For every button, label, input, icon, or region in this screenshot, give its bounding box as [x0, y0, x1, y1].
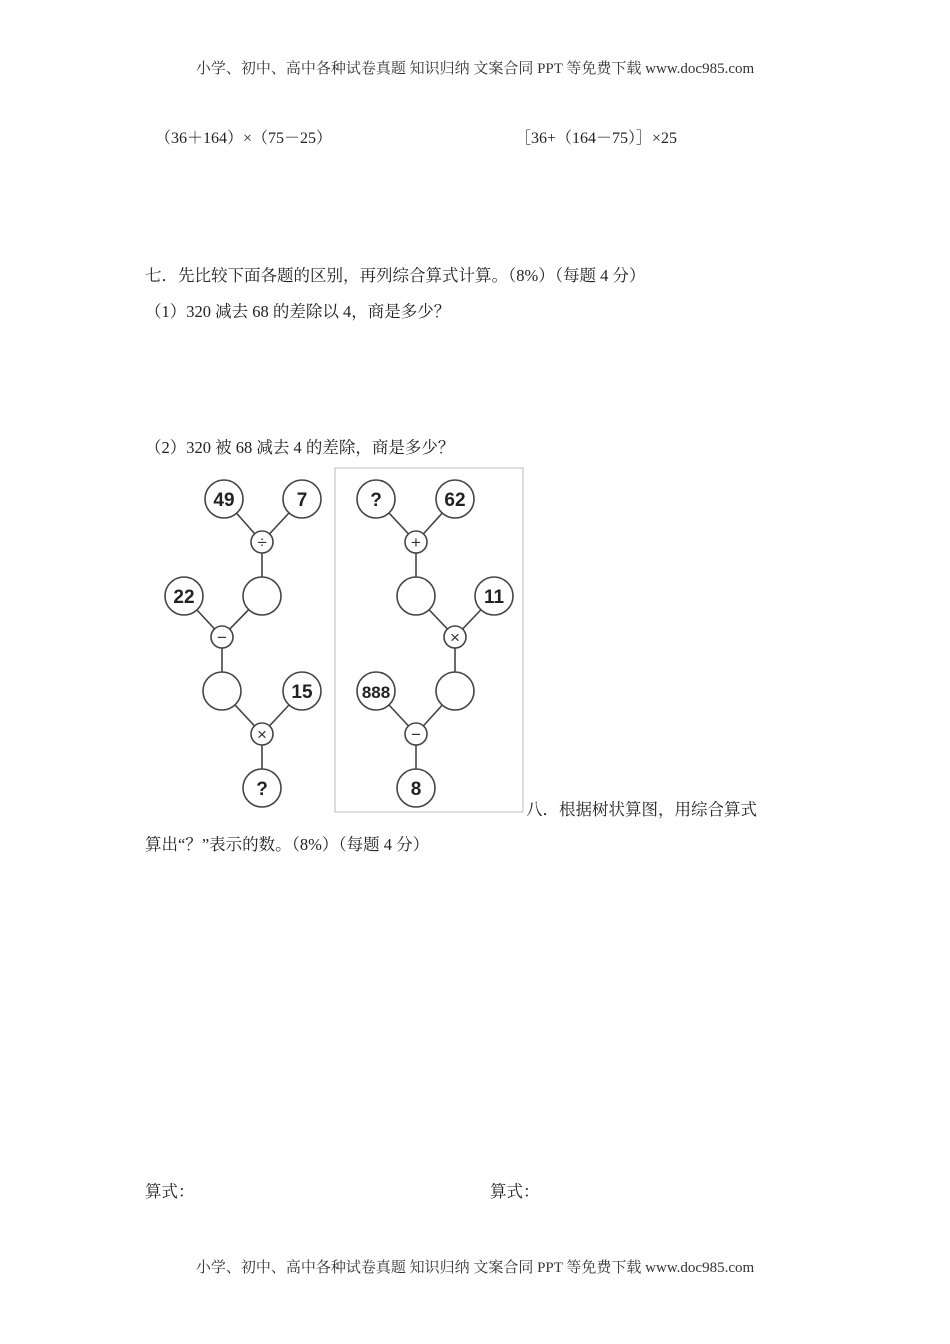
tree2-op1: + — [411, 533, 421, 552]
section7-question-1: （1）320 减去 68 的差除以 4，商是多少？ — [145, 302, 451, 321]
page-footer: 小学、初中、高中各种试卷真题 知识归纳 文案合同 PPT 等免费下载 www.doc985.com — [195, 1260, 755, 1276]
tree1-op2: − — [217, 628, 227, 647]
tree1-node-blank-2 — [203, 672, 241, 710]
section7-question-2: （2）320 被 68 减去 4 的差除，商是多少？ — [145, 438, 455, 457]
tree2-op2: × — [450, 628, 460, 647]
tree1-value-top-right: 7 — [296, 490, 308, 511]
answer-label-2: 算式： — [490, 1182, 540, 1201]
tree1-op3: × — [257, 725, 267, 744]
section8-title-part2: 算出“？”表示的数。（8%）（每题 4 分） — [145, 835, 430, 854]
expression-right: ［36+（164－75）］×25 — [515, 130, 678, 147]
tree-diagram-1 — [165, 480, 321, 807]
section8-title-part1: 八．根据树状算图，用综合算式 — [526, 800, 757, 819]
tree1-value-result: ? — [256, 779, 268, 800]
answer-label-1: 算式： — [145, 1182, 195, 1201]
tree2-value-result: 8 — [410, 779, 422, 800]
tree-diagram-2 — [357, 480, 513, 807]
tree2-node-blank-1 — [397, 577, 435, 615]
tree1-value-mid-left: 22 — [173, 587, 195, 608]
tree1-value-low-right: 15 — [291, 682, 313, 703]
tree2-value-low-left: 888 — [361, 683, 391, 702]
page-header: 小学、初中、高中各种试卷真题 知识归纳 文案合同 PPT 等免费下载 www.doc985.com — [195, 61, 755, 77]
expression-left: （36＋164）×（75－25） — [155, 130, 333, 147]
tree2-value-top-left: ? — [370, 490, 382, 511]
tree1-op1: ÷ — [257, 533, 267, 552]
tree2-frame — [335, 468, 523, 812]
tree1-value-top-left: 49 — [213, 490, 235, 511]
section7-title: 七．先比较下面各题的区别，再列综合算式计算。（8%）（每题 4 分） — [145, 266, 646, 285]
tree2-value-top-right: 62 — [444, 490, 466, 511]
tree2-value-mid-right: 11 — [483, 587, 505, 608]
tree2-op3: − — [411, 725, 421, 744]
tree1-node-blank-1 — [243, 577, 281, 615]
tree2-node-blank-2 — [436, 672, 474, 710]
